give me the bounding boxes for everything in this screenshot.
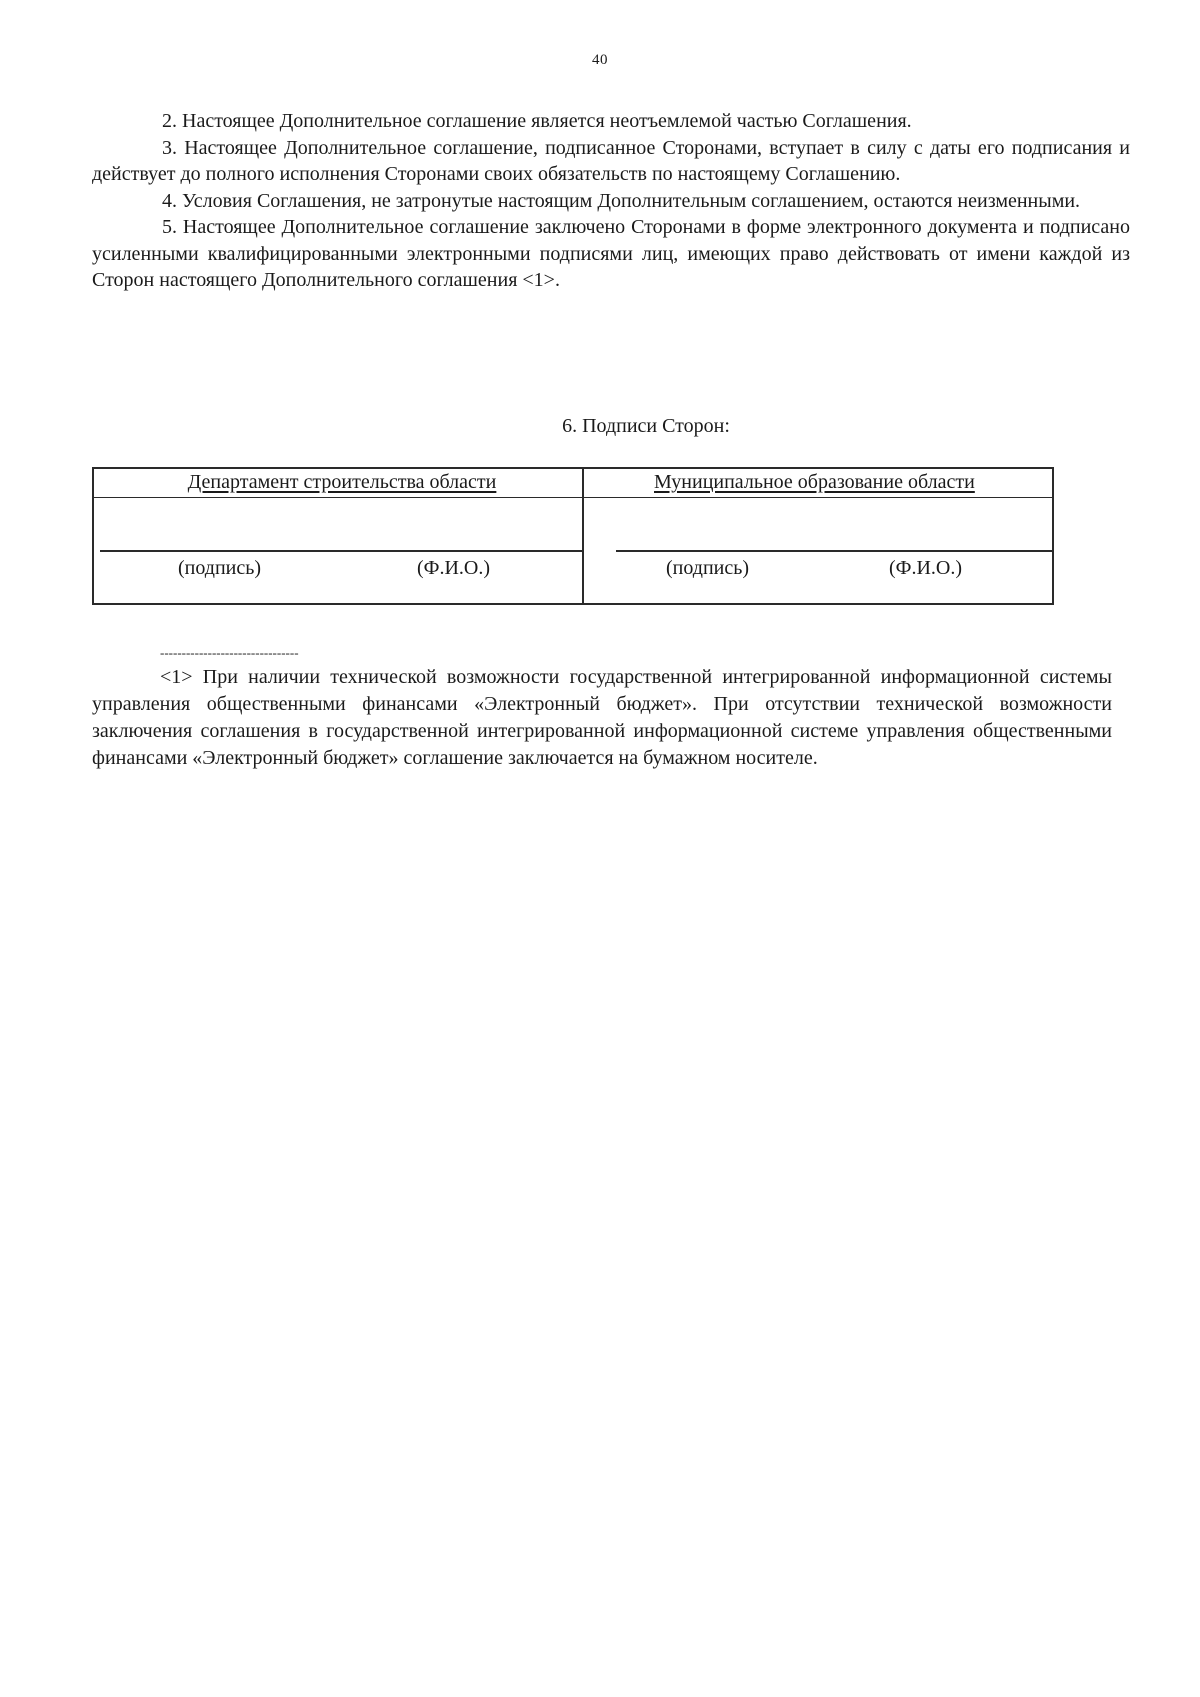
agreement-body (92, 108, 1130, 294)
signatures-heading: 6. Подписи Сторон: (562, 415, 730, 437)
paragraph-4: 4. Условия Соглашения, не затронутые настоящим Дополнительным соглашением, остаются неизменными. (162, 189, 1081, 212)
paragraph-5: 5. Настоящее Дополнительное соглашение заключено Сторонами в форме электронного документа и подписано усиленными квалифицированными электронными подписями лиц, имеющих право действовать от имени каждой из Сторон настоящего Дополнительного соглашения <1>. (92, 216, 1130, 291)
full-name-label: (Ф.И.О.) (889, 557, 963, 579)
party-name-municipality: Муниципальное образование области (584, 469, 1052, 498)
footnote-text: <1> При наличии технической возможности государственной интегрированной информационной системы управления общественными финансами «Электронный бюджет». При отсутствии технической возможности заключения соглашения в государственной интегрированной информационной системе управления общественными финансами «Электронный бюджет» соглашение заключается на бумажном носителе. (92, 666, 1112, 769)
page-number: 40 (592, 52, 608, 68)
signature-label: (подпись) (666, 557, 750, 579)
signature-line (100, 550, 582, 552)
signature-block-municipality (584, 469, 1052, 603)
party-name-department: Департамент строительства области (94, 469, 582, 498)
signature-block-department (94, 469, 584, 603)
signatures-table (92, 467, 1054, 605)
full-name-label: (Ф.И.О.) (417, 557, 491, 579)
paragraph-2: 2. Настоящее Дополнительное соглашение является неотъемлемой частью Соглашения. (162, 110, 912, 132)
footnote-divider: -------------------------------- (160, 645, 299, 660)
signature-line (616, 550, 1052, 552)
paragraph-3: 3. Настоящее Дополнительное соглашение, подписанное Сторонами, вступает в силу с даты его подписания и действует до полного исполнения Сторонами своих обязательств по настоящему Соглашению. (92, 136, 1130, 185)
signature-label: (подпись) (178, 557, 262, 579)
